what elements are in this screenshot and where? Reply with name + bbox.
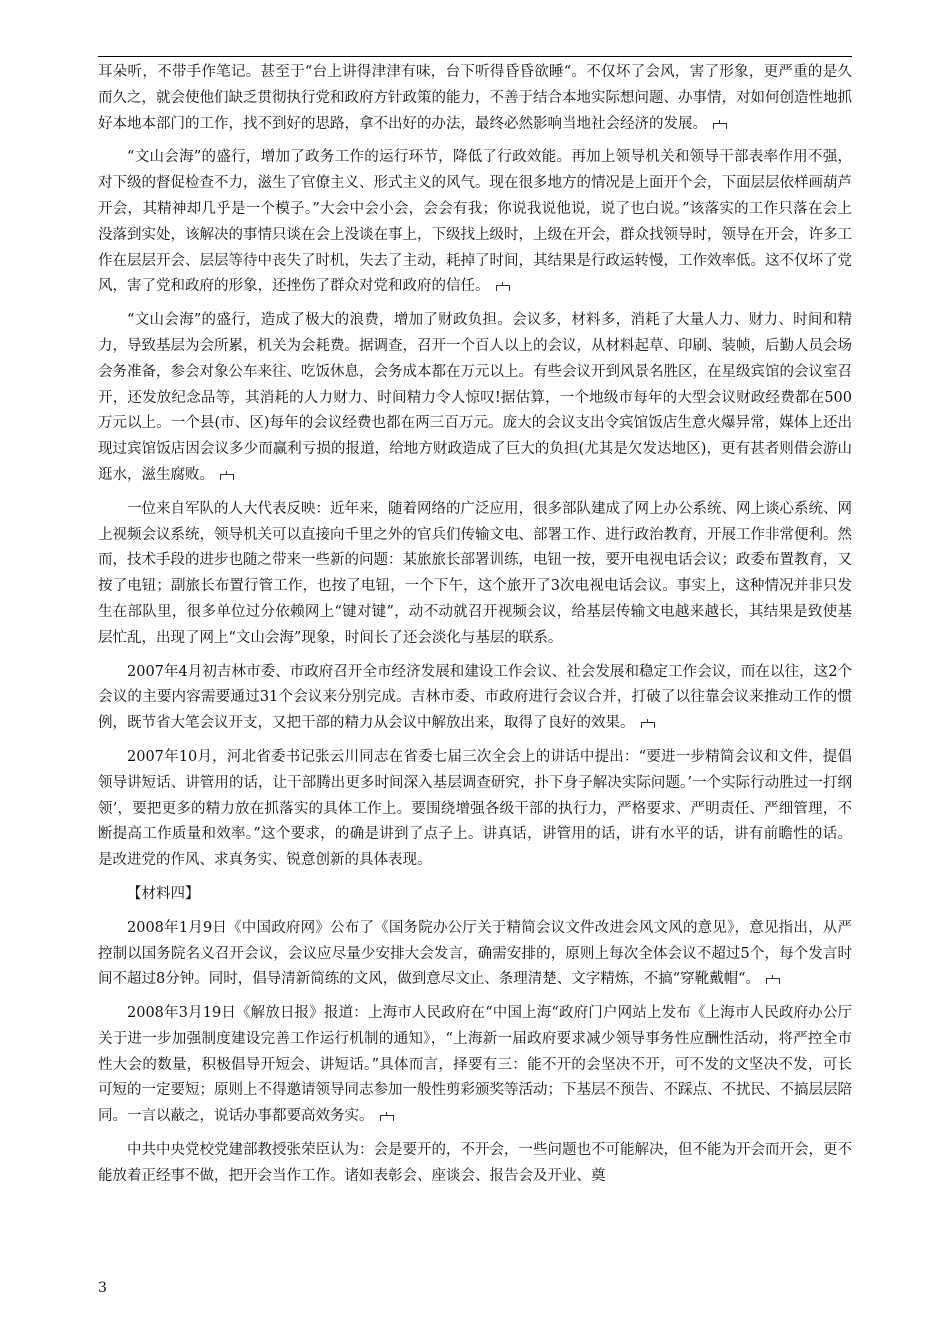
paragraph-text: 2008年1月9日《中国政府网》公布了《国务院办公厅关于精简会议文件改进会风文风的意见》，意见指出，从严控制以国务院名义召开会议，会议应尽量少安排大会发言，确需安排的，原则上每次全体会议不超过5个，每个发言时间不超过8分钟。同时，倡导清新简练的文风，做到意尽文止、条理清楚、文字精炼，不搞“穿靴戴帽“。 (98, 919, 852, 988)
paragraph-2 (98, 145, 852, 300)
paragraph-4 (98, 497, 852, 652)
paragraph-mark-icon (496, 285, 510, 291)
paragraph-9 (98, 1138, 852, 1190)
paragraph-6 (98, 745, 852, 874)
document-body (98, 60, 852, 1198)
section-heading (98, 882, 852, 908)
paragraph-text: 耳朵听，不带手作笔记。甚至于“台上讲得津津有味，台下听得昏昏欲睡“。不仅坏了会风，害了形象，更严重的是久而久之，就会使他们缺乏贯彻执行党和政府方针政策的能力，不善于结合本地实际想问题、办事情，对如何创造性地抓好本地本部门的工作，找不到好的思路，拿不出好的办法，最终必然影响当地社会经济的发展。 (98, 64, 852, 132)
section-heading-text: 【材料四】 (127, 885, 200, 902)
paragraph-mark-icon (220, 474, 234, 480)
paragraph-text: 一位来自军队的人大代表反映：近年来，随着网络的广泛应用，很多部队建成了网上办公系统、网上谈心系统、网上视频会议系统，领导机关可以直接向千里之外的官兵们传输文电、部署工作、进行政治教育，开展工作非常便利。然而，技术手段的进步也随之带来一些新的问题：某旅旅长部署训练，电钮一按，要开电视电话会议；政委布置教育，又按了电钮；副旅长布置行管工作，也按了电钮，一个下午，这个旅开了3次电视电话会议。事实上，这种情况并非只发生在部队里，很多单位过分依赖网上“键对键”，动不动就召开视频会议，给基层传输文电越来越长，其结果是致使基层忙乱，出现了网上“文山会海”现象，时间长了还会淡化与基层的联系。 (98, 500, 852, 646)
paragraph-5 (98, 660, 852, 737)
paragraph-text: 2008年3月19日《解放日报》报道：上海市人民政府在“中国上海“政府门户网站上发布《上海市人民政府办公厅关于进一步加强制度建设完善工作运行机制的通知》，“上海新一届政府要求减少领导事务性应酬性活动，将严控全市性大会的数量，积极倡导开短会、讲短话。”具体而言，择要有三：能不开的会坚决不开，可不发的文坚决不发，可长可短的一定要短；原则上不得邀请领导同志参加一般性剪彩颁奖等活动；下基层不预告、不踩点、不扰民、不搞层层陪同。一言以蔽之，说话办事都要高效务实。 (98, 1005, 852, 1125)
paragraph-3 (98, 308, 852, 489)
paragraph-1 (98, 60, 852, 137)
paragraph-mark-icon (641, 722, 655, 728)
paragraph-text: 2007年10月，河北省委书记张云川同志在省委七届三次全会上的讲话中提出：“要进一步精简会议和文件，提倡领导讲短话、讲管用的话，让干部腾出更多时间深入基层调查研究，扑下身子解决实际问题。’一个实际行动胜过一打纲领’，要把更多的精力放在抓落实的具体工作上。要围绕增强各级干部的执行力，严格要求、严明责任、严细管理，不断提高工作质量和效率。”这个要求，的确是讲到了点子上。讲真话，讲管用的话，讲有水平的话，讲有前瞻性的话。是改进党的作风、求真务实、锐意创新的具体表现。 (98, 748, 852, 869)
paragraph-text: 中共中央党校党建部教授张荣臣认为：会是要开的，不开会，一些问题也不可能解决，但不能为开会而开会，更不能放着正经事不做，把开会当作工作。诸如表彰会、座谈会、报告会及开业、奠 (98, 1142, 852, 1184)
paragraph-text: “文山会海”的盛行，增加了政务工作的运行环节，降低了行政效能。再加上领导机关和领导干部表率作用不强，对下级的督促检查不力，滋生了官僚主义、形式主义的风气。现在很多地方的情况是上面开个会，下面层层依样画葫芦开会，其精神却几乎是一个模子。”大会中会小会，会会有我；你说我说他说，说了也白说。”该落实的工作只落在会上没落到实处，该解决的事情只谈在会上没谈在事上，下级找上级时，上级在开会，群众找领导时，领导在开会，许多工作在层层开会、层层等待中丧失了时机，失去了主动，耗掉了时间，其结果是行政运转慢，工作效率低。这不仅坏了党风，害了党和政府的形象，还挫伤了群众对党和政府的信任。 (98, 149, 852, 295)
paragraph-mark-icon (713, 123, 727, 129)
paragraph-mark-icon (766, 978, 780, 984)
paragraph-mark-icon (380, 1115, 394, 1121)
paragraph-7 (98, 916, 852, 993)
paragraph-text: “文山会海”的盛行，造成了极大的浪费，增加了财政负担。会议多，材料多，消耗了大量人力、财力、时间和精力，导致基层为会所累，机关为会耗费。据调查，召开一个百人以上的会议，从材料起草、印刷、装帧，后勤人员会场会务准备，参会对象公车来往、吃饭休息，会务成本都在万元以上。有些会议开到风景名胜区，在星级宾馆的会议室召开，还发放纪念品等，其消耗的人力财力、时间精力令人惊叹!据估算，一个地级市每年的大型会议财政经费都在500万元以上。一个县(市、区)每年的会议经费也都在两三百万元。庞大的会议支出令宾馆饭店生意火爆异常，媒体上还出现过宾馆饭店因会议多少而赢利亏损的报道，给地方财政造成了巨大的负担(尤其是欠发达地区)，更有甚者则借会游山逛水，滋生腐败。 (98, 312, 852, 483)
paragraph-8 (98, 1001, 852, 1130)
paragraph-text: 2007年4月初吉林市委、市政府召开全市经济发展和建设工作会议、社会发展和稳定工作会议，而在以往，这2个会议的主要内容需要通过31个会议来分别完成。吉林市委、市政府进行会议合并，打破了以往靠会议来推动工作的惯例，既节省大笔会议开支，又把干部的精力从会议中解放出来，取得了良好的效果。 (98, 663, 852, 732)
page-number: 3 (98, 1280, 107, 1296)
header-rule (98, 56, 852, 57)
